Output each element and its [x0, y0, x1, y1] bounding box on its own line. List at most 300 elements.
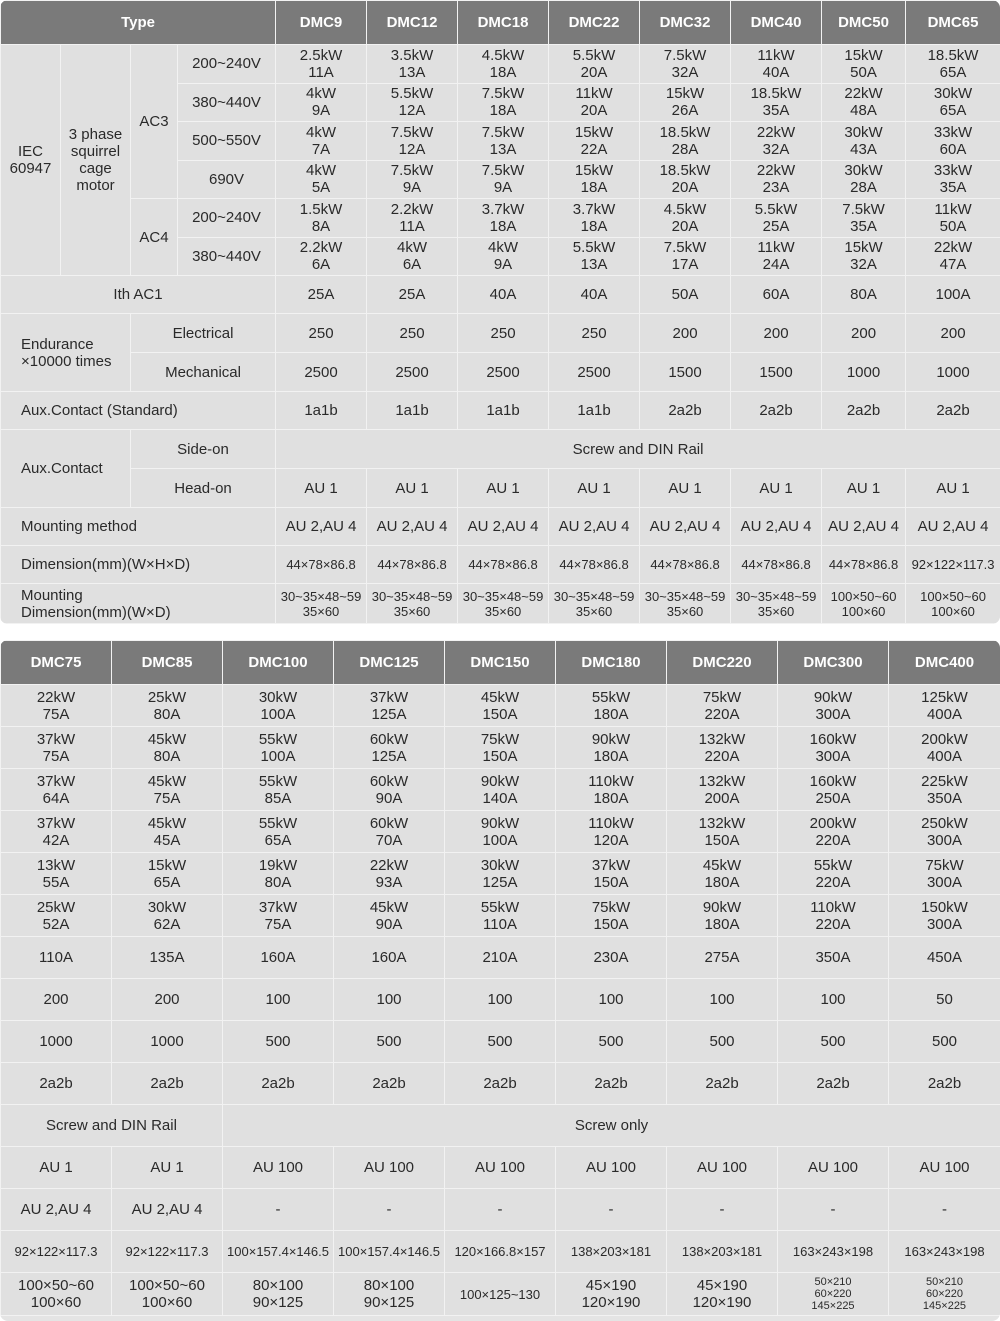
- rating-cell-line: 9A: [493, 179, 513, 197]
- mounting-dimension-cell: [906, 584, 1000, 624]
- rating-cell-line: 18A: [489, 102, 517, 120]
- type-header: Type: [1, 1, 276, 45]
- rating-cell: [778, 811, 889, 853]
- aux_std-cell: 2a2b: [667, 1063, 778, 1105]
- rating-cell: [556, 811, 667, 853]
- rating-cell: [334, 895, 445, 937]
- rating-cell-line: 18A: [489, 217, 517, 235]
- ith-cell: 110A: [1, 937, 112, 979]
- model-header: DMC180: [556, 641, 667, 685]
- rating-cell-line: 7.5kW: [663, 46, 707, 64]
- mounting-dimension-label: [1, 584, 276, 624]
- dimension-cell: 92×122×117.3: [1, 1231, 112, 1273]
- rating-cell-line: 60kW: [369, 730, 409, 748]
- rating-cell: [112, 769, 223, 811]
- rating-cell: [906, 122, 1000, 161]
- rating-cell-line: 140A: [482, 789, 518, 807]
- head-on-cell: AU 1: [822, 469, 906, 508]
- model-header: DMC9: [276, 1, 367, 45]
- table-row: [1, 199, 1000, 238]
- rating-cell: [367, 237, 458, 276]
- rating-cell: [458, 160, 549, 199]
- rating-cell: [906, 160, 1000, 199]
- rating-cell-line: 20A: [671, 179, 699, 197]
- rating-cell-line: 80A: [264, 873, 292, 891]
- rating-cell-line: 100A: [260, 705, 296, 723]
- mechanical-cell: 2500: [458, 353, 549, 392]
- head_on-cell: AU 100: [334, 1147, 445, 1189]
- rating-cell-line: 75kW: [591, 898, 631, 916]
- rating-cell-line: 132kW: [698, 730, 746, 748]
- dimension-label: Dimension(mm)(W×H×D): [1, 546, 276, 584]
- rating-cell: [906, 83, 1000, 122]
- rating-cell-line: 18.5kW: [927, 46, 979, 64]
- mounting_method-cell: AU 2,AU 4: [822, 508, 906, 546]
- electrical-cell: 200: [1, 979, 112, 1021]
- rating-cell-line: 7A: [311, 140, 331, 158]
- mounting-dimension-cell-line: 80×100: [363, 1277, 415, 1294]
- mounting-dimension-cell-line: 60×220: [814, 1288, 852, 1300]
- mounting-dimension-cell-line: 100×60: [931, 603, 975, 619]
- dimension-cell: 100×157.4×146.5: [223, 1231, 334, 1273]
- aux_std-cell: 2a2b: [334, 1063, 445, 1105]
- electrical-cell: 200: [112, 979, 223, 1021]
- table-row: [1, 45, 1000, 84]
- table-row: [1, 811, 1000, 853]
- electrical-cell: 200: [822, 314, 906, 353]
- voltage-label: 380~440V: [178, 83, 276, 122]
- model-header: DMC65: [906, 1, 1000, 45]
- mounting-dimension-cell: [556, 1273, 667, 1316]
- mounting-dimension-cell-line: 50×210: [925, 1276, 963, 1288]
- rating-cell: [223, 769, 334, 811]
- rating-cell-line: 60kW: [369, 772, 409, 790]
- mechanical-cell: 500: [889, 1021, 1000, 1063]
- rating-cell-line: 100A: [260, 747, 296, 765]
- rating-cell-line: 37kW: [36, 814, 76, 832]
- rating-cell-line: 22A: [580, 140, 608, 158]
- head-on-cell: AU 1: [276, 469, 367, 508]
- rating-cell-line: 45kW: [369, 898, 409, 916]
- mounting_method-cell: -: [445, 1189, 556, 1231]
- rating-cell-line: 120A: [593, 831, 629, 849]
- rating-cell-line: 37kW: [36, 772, 76, 790]
- mounting-dimension-cell: [667, 1273, 778, 1316]
- rating-cell-line: 28A: [671, 140, 699, 158]
- mounting-dimension-cell-line: 90×125: [363, 1294, 415, 1311]
- rating-cell: [223, 853, 334, 895]
- rating-cell-line: 125A: [482, 873, 518, 891]
- mounting-dimension-cell: [367, 584, 458, 624]
- dimension-cell: 138×203×181: [556, 1231, 667, 1273]
- electrical-cell: 100: [445, 979, 556, 1021]
- table-row: [1, 979, 1000, 1021]
- mounting_method-cell: AU 2,AU 4: [112, 1189, 223, 1231]
- rating-cell-line: 55kW: [591, 688, 631, 706]
- rating-cell: [889, 727, 1000, 769]
- mounting_method-cell: AU 2,AU 4: [1, 1189, 112, 1231]
- rating-cell-line: 93A: [375, 873, 403, 891]
- mounting-dimension-cell: [112, 1273, 223, 1316]
- rating-cell: [778, 853, 889, 895]
- rating-cell-line: 22kW: [756, 123, 796, 141]
- mounting-dimension-cell-line: 60×220: [925, 1288, 963, 1300]
- dimension-cell: 92×122×117.3: [112, 1231, 223, 1273]
- rating-cell-line: 4kW: [488, 239, 519, 257]
- ith-label: Ith AC1: [1, 276, 276, 314]
- rating-cell: [549, 122, 640, 161]
- rating-cell-line: 200kW: [809, 814, 857, 832]
- mounting_method-cell: -: [889, 1189, 1000, 1231]
- mounting_method-cell: -: [667, 1189, 778, 1231]
- rating-cell: [731, 199, 822, 238]
- rating-cell-line: 25A: [762, 217, 790, 235]
- rating-cell-line: 18A: [580, 179, 608, 197]
- rating-cell-line: 30kW: [258, 688, 298, 706]
- rating-cell: [822, 45, 906, 84]
- rating-cell-line: 60kW: [369, 814, 409, 832]
- mounting_method-cell: -: [556, 1189, 667, 1231]
- rating-cell: [367, 160, 458, 199]
- model-header: DMC32: [640, 1, 731, 45]
- rating-cell-line: 5A: [311, 179, 331, 197]
- head_on-cell: AU 1: [112, 1147, 223, 1189]
- model-header: DMC50: [822, 1, 906, 45]
- aux_std-cell: 1a1b: [549, 392, 640, 430]
- rating-cell-line: 90kW: [813, 688, 853, 706]
- mounting_method-cell: AU 2,AU 4: [640, 508, 731, 546]
- rating-cell-line: 7.5kW: [390, 162, 434, 180]
- aux-contact-label: Aux.Contact: [1, 430, 131, 508]
- rating-cell: [112, 895, 223, 937]
- dimension-cell: 163×243×198: [778, 1231, 889, 1273]
- table-row: [1, 853, 1000, 895]
- aux_std-cell: 2a2b: [822, 392, 906, 430]
- rating-cell-line: 3.7kW: [481, 200, 525, 218]
- rating-cell-line: 75kW: [925, 856, 964, 874]
- mounting-dimension-cell-line: 90×125: [252, 1294, 304, 1311]
- label-line: Mounting: [21, 586, 83, 604]
- rating-cell: [556, 895, 667, 937]
- rating-cell: [1, 727, 112, 769]
- mounting-dimension-cell-line: 80×100: [252, 1277, 304, 1294]
- rating-cell-line: 9A: [311, 102, 331, 120]
- table-row: [1, 469, 1000, 508]
- mounting-dimension-cell: [223, 1273, 334, 1316]
- rating-cell: [1, 853, 112, 895]
- voltage-label: 200~240V: [178, 45, 276, 84]
- table-row: [1, 1021, 1000, 1063]
- aux_std-cell: 2a2b: [731, 392, 822, 430]
- rating-cell-line: 90kW: [480, 772, 520, 790]
- ith-cell: 25A: [367, 276, 458, 314]
- model-header: DMC400: [889, 641, 1000, 685]
- rating-cell-line: 150A: [593, 915, 629, 933]
- mechanical-label: Mechanical: [131, 353, 276, 392]
- rating-cell-line: 400A: [926, 747, 963, 765]
- mounting-dimension-cell-line: 30~35×48~59: [553, 588, 635, 604]
- top-table: [0, 0, 1000, 624]
- rating-cell-line: 20A: [580, 102, 608, 120]
- rating-cell-line: 4kW: [306, 85, 337, 103]
- table-row: [1, 727, 1000, 769]
- table-row: [1, 1189, 1000, 1231]
- rating-cell-line: 19kW: [258, 856, 298, 874]
- rating-cell-line: 13A: [398, 63, 426, 81]
- mechanical-cell: 500: [334, 1021, 445, 1063]
- rating-cell: [334, 685, 445, 727]
- mounting-dimension-cell-line: 100×50~60: [129, 1277, 205, 1294]
- dimension-cell: 44×78×86.8: [276, 546, 367, 584]
- rating-cell-line: 125A: [371, 705, 407, 723]
- rating-cell-line: 3.5kW: [390, 46, 434, 64]
- rating-cell-line: 150A: [593, 873, 629, 891]
- mounting-dimension-cell-line: 30~35×48~59: [280, 588, 362, 604]
- rating-cell-line: 90kW: [591, 730, 631, 748]
- rating-cell: [112, 727, 223, 769]
- rating-cell-line: 64A: [42, 789, 70, 807]
- rating-cell-line: 11A: [308, 63, 334, 81]
- rating-cell-line: 18A: [580, 217, 608, 235]
- rating-cell-line: 35A: [762, 102, 790, 120]
- rating-cell: [1, 769, 112, 811]
- rating-cell: [556, 685, 667, 727]
- mounting-dimension-cell-line: 45×190: [696, 1277, 748, 1294]
- rating-cell-line: 55kW: [258, 730, 298, 748]
- model-header: DMC85: [112, 641, 223, 685]
- table-row: [1, 1147, 1000, 1189]
- rating-cell-line: 37kW: [258, 898, 298, 916]
- rating-cell: [889, 769, 1000, 811]
- rating-cell-line: 15kW: [574, 162, 614, 180]
- electrical-cell: 250: [458, 314, 549, 353]
- rating-cell-line: 45kW: [147, 772, 187, 790]
- rating-cell-line: 200kW: [921, 730, 968, 748]
- mounting-dimension-cell: [640, 584, 731, 624]
- rating-cell-line: 65A: [153, 873, 181, 891]
- rating-cell-line: 110kW: [588, 772, 634, 790]
- mounting-dimension-cell: [731, 584, 822, 624]
- rating-cell-line: 75A: [42, 747, 70, 765]
- rating-cell-line: 300A: [815, 705, 851, 723]
- rating-cell-line: 22kW: [933, 239, 973, 257]
- rating-cell-line: 110kW: [588, 814, 634, 832]
- rating-cell: [223, 727, 334, 769]
- rating-cell: [334, 769, 445, 811]
- rating-cell-line: 180A: [704, 873, 740, 891]
- rating-cell-line: 6A: [402, 256, 422, 274]
- rating-cell: [445, 853, 556, 895]
- rating-cell-line: 52A: [42, 915, 70, 933]
- rating-cell-line: 45kW: [147, 814, 187, 832]
- rating-cell: [223, 895, 334, 937]
- dimension-cell: 163×243×198: [889, 1231, 1000, 1273]
- rating-cell: [822, 83, 906, 122]
- rating-cell: [458, 122, 549, 161]
- rating-cell-line: 2.2kW: [390, 200, 434, 218]
- rating-cell: [367, 45, 458, 84]
- rating-cell: [367, 122, 458, 161]
- dimension-cell: 120×166.8×157: [445, 1231, 556, 1273]
- rating-cell: [822, 199, 906, 238]
- head-on-cell: AU 1: [458, 469, 549, 508]
- mechanical-cell: 1000: [112, 1021, 223, 1063]
- motor-type-label: 3 phase squirrel cage motor: [61, 45, 131, 276]
- rating-cell: [556, 853, 667, 895]
- rating-cell-line: 30kW: [933, 85, 973, 103]
- rating-cell-line: 132kW: [698, 772, 746, 790]
- rating-cell-line: 11A: [399, 217, 425, 235]
- mounting-dimension-cell-line: 35×60: [393, 603, 431, 619]
- rating-cell-line: 9A: [493, 256, 513, 274]
- rating-cell-line: 80A: [153, 747, 181, 765]
- dimension-cell: 44×78×86.8: [549, 546, 640, 584]
- electrical-cell: 100: [334, 979, 445, 1021]
- rating-cell-line: 45kW: [147, 730, 187, 748]
- table-row: [1, 1105, 1000, 1147]
- rating-cell-line: 300A: [926, 915, 963, 933]
- rating-cell-line: 24A: [762, 256, 790, 274]
- rating-cell-line: 40A: [762, 63, 790, 81]
- mounting-dimension-cell-line: 100×60: [841, 603, 886, 619]
- rating-cell-line: 20A: [671, 217, 699, 235]
- electrical-cell: 100: [778, 979, 889, 1021]
- model-header: DMC100: [223, 641, 334, 685]
- rating-cell-line: 4kW: [397, 239, 428, 257]
- rating-cell-line: 220A: [704, 747, 740, 765]
- aux_std-cell: 2a2b: [778, 1063, 889, 1105]
- rating-cell-line: 5.5kW: [572, 46, 616, 64]
- rating-cell-line: 7.5kW: [481, 162, 525, 180]
- rating-cell-line: 18.5kW: [659, 162, 711, 180]
- rating-cell: [276, 45, 367, 84]
- mounting-dimension-cell-line: 30~35×48~59: [371, 588, 453, 604]
- rating-cell-line: 2.2kW: [299, 239, 343, 257]
- rating-cell-line: 8A: [311, 217, 331, 235]
- rating-cell-line: 125kW: [921, 688, 968, 706]
- mounting-dimension-cell-line: 120×190: [692, 1294, 752, 1311]
- dimension-cell: 44×78×86.8: [367, 546, 458, 584]
- rating-cell: [276, 160, 367, 199]
- rating-cell-line: 45kW: [480, 688, 520, 706]
- table-row: [1, 1231, 1000, 1273]
- rating-cell-line: 300A: [926, 831, 963, 849]
- rating-cell-line: 25kW: [36, 898, 76, 916]
- rating-cell: [889, 895, 1000, 937]
- rating-cell: [667, 685, 778, 727]
- rating-cell-line: 180A: [704, 915, 740, 933]
- rating-cell: [334, 727, 445, 769]
- standard-label: IEC 60947: [1, 45, 61, 276]
- rating-cell-line: 32A: [762, 140, 790, 158]
- rating-cell-line: 55A: [42, 873, 70, 891]
- rating-cell: [445, 769, 556, 811]
- rating-cell-line: 180A: [593, 747, 629, 765]
- rating-cell-line: 7.5kW: [481, 85, 525, 103]
- rating-cell-line: 4kW: [306, 123, 337, 141]
- table-row: [1, 353, 1000, 392]
- mechanical-cell: 1000: [822, 353, 906, 392]
- mechanical-cell: 500: [667, 1021, 778, 1063]
- model-header: DMC300: [778, 641, 889, 685]
- rating-cell-line: 4.5kW: [663, 200, 707, 218]
- rating-cell-line: 50A: [850, 63, 877, 81]
- ith-cell: 135A: [112, 937, 223, 979]
- mounting-dimension-cell-line: 45×190: [585, 1277, 637, 1294]
- table-row: [1, 895, 1000, 937]
- rating-cell: [667, 769, 778, 811]
- mounting-dimension-cell-line: 35×60: [484, 603, 522, 619]
- rating-cell: [731, 83, 822, 122]
- rating-cell: [112, 685, 223, 727]
- ith-cell: 80A: [822, 276, 906, 314]
- head-on-label: Head-on: [131, 469, 276, 508]
- rating-cell: [1, 811, 112, 853]
- head-on-cell: AU 1: [906, 469, 1000, 508]
- dimension-cell: 44×78×86.8: [731, 546, 822, 584]
- rating-cell-line: 5.5kW: [572, 239, 616, 257]
- rating-cell-line: 100A: [482, 831, 518, 849]
- rating-cell-line: 180A: [593, 789, 629, 807]
- dimension-cell: 44×78×86.8: [822, 546, 906, 584]
- ith-cell: 160A: [334, 937, 445, 979]
- mounting_method-cell: -: [334, 1189, 445, 1231]
- rating-cell: [223, 811, 334, 853]
- table-row: [1, 276, 1000, 314]
- rating-cell-line: 13kW: [36, 856, 76, 874]
- mechanical-cell: 2500: [549, 353, 640, 392]
- mounting-dimension-cell: [1, 1273, 112, 1316]
- rating-cell: [276, 237, 367, 276]
- spec-table-bottom: [0, 640, 1000, 1321]
- rating-cell-line: 250kW: [921, 814, 968, 832]
- mounting_method-cell: -: [223, 1189, 334, 1231]
- rating-cell: [640, 45, 731, 84]
- rating-cell: [458, 45, 549, 84]
- rating-cell: [556, 769, 667, 811]
- rating-cell: [445, 895, 556, 937]
- mounting-dimension-cell-line: 100×125~130: [459, 1286, 541, 1302]
- rating-cell-line: 18.5kW: [750, 85, 802, 103]
- rating-cell: [822, 237, 906, 276]
- head_on-cell: AU 100: [445, 1147, 556, 1189]
- aux_std-cell: 1a1b: [367, 392, 458, 430]
- rating-cell: [1, 685, 112, 727]
- rating-cell-line: 33kW: [933, 162, 973, 180]
- rating-cell: [1, 895, 112, 937]
- rating-cell-line: 43A: [850, 140, 877, 158]
- aux_std-cell: 2a2b: [112, 1063, 223, 1105]
- table-row: [1, 937, 1000, 979]
- rating-cell-line: 85A: [264, 789, 292, 807]
- rating-cell-line: 160kW: [809, 730, 857, 748]
- rating-cell: [731, 160, 822, 199]
- rating-cell-line: 250A: [815, 789, 851, 807]
- model-header: DMC125: [334, 641, 445, 685]
- mechanical-cell: 1500: [731, 353, 822, 392]
- rating-cell-line: 15kW: [844, 46, 883, 64]
- rating-cell: [640, 160, 731, 199]
- head_on-cell: AU 100: [889, 1147, 1000, 1189]
- electrical-cell: 250: [367, 314, 458, 353]
- aux_std-cell: 2a2b: [445, 1063, 556, 1105]
- rating-cell-line: 80A: [153, 705, 181, 723]
- head_on-cell: AU 100: [667, 1147, 778, 1189]
- rating-cell-line: 65A: [939, 63, 967, 81]
- mounting_method-cell: AU 2,AU 4: [458, 508, 549, 546]
- mechanical-cell: 500: [223, 1021, 334, 1063]
- dimension-cell: 44×78×86.8: [458, 546, 549, 584]
